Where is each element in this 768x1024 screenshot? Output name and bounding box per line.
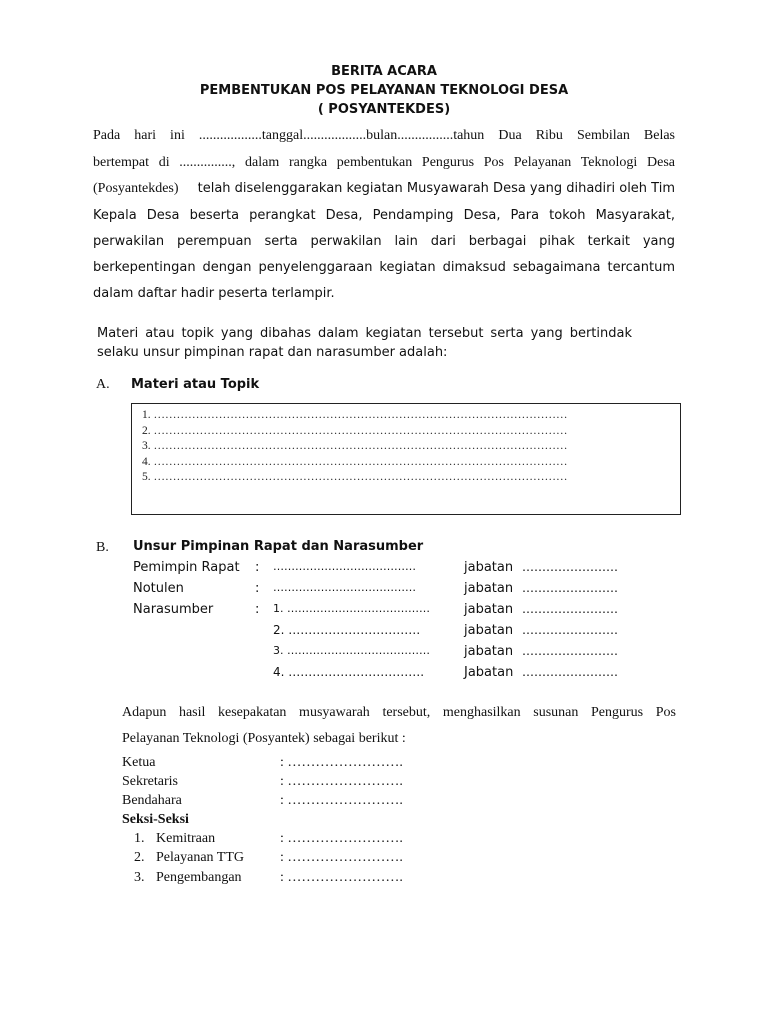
row-jabatan-value: …………………… [522,560,618,574]
document-subtitle: PEMBENTUKAN POS PELAYANAN TEKNOLOGI DESA [199,83,569,98]
row-jabatan: jabatan [464,560,514,575]
document-subtitle-abbrev: ( POSYANTEKDES) [317,102,451,117]
row-jabatan-value: …………………… [522,581,618,595]
seksi-value: : ……………………. [280,870,403,885]
materi-item: 4. ……………………………………………………………………………………………… [142,456,568,468]
intro-line-7: dalam daftar hadir peserta terlampir. [93,286,335,301]
seksi-label: Kemitraan [156,831,216,846]
row-value: 2. …………………………… [273,623,421,637]
row-jabatan: jabatan [464,644,514,659]
materi-item: 1. ……………………………………………………………………………………………… [142,409,568,421]
materi-item: 2. ……………………………………………………………………………………………… [142,425,568,437]
row-jabatan: jabatan [464,602,514,617]
section-b-heading: Unsur Pimpinan Rapat dan Narasumber [133,539,424,554]
row-jabatan-value: …………………… [522,623,618,637]
pengurus-label: Bendahara [122,793,182,808]
row-colon: : [255,560,260,575]
document-title: BERITA ACARA [331,64,437,79]
section-a-marker: A. [96,377,110,392]
materi-topic-box [131,403,681,515]
row-colon: : [255,581,260,596]
seksi-num: 2. [134,850,145,865]
row-jabatan: Jabatan [464,665,514,680]
intro-line-5: perwakilan perempuan serta perwakilan lain dari berbagai pihak terkait yang [93,234,675,249]
row-jabatan-value: …………………… [522,644,618,658]
intro-line-4: Kepala Desa beserta perangkat Desa, Pendamping Desa, Para tokoh Masyarakat, [93,208,675,223]
section-b-marker: B. [96,540,109,555]
hasil-line-1: Adapun hasil kesepakatan musyawarah tersebut, menghasilkan susunan Pengurus Pos [122,705,676,720]
materi-intro-line-1: Materi atau topik yang dibahas dalam kegiatan tersebut serta yang bertindak [97,326,632,341]
row-label: Narasumber [133,602,214,617]
row-value: ………………………………… [273,560,416,573]
intro-line-1: Pada hari ini ..................tanggal..................bulan................tahun Dua Ribu Sembilan Belas [93,128,675,143]
row-jabatan-value: …………………… [522,602,618,616]
seksi-label: Pelayanan TTG [156,850,244,865]
intro-line-3-end: telah diselenggarakan kegiatan Musyawarah Desa yang dihadiri oleh Tim [197,181,675,196]
row-value: 4. ……………………………. [273,665,425,679]
intro-line-2: bertempat di ..............., dalam rangka pembentukan Pengurus Pos Pelayanan Teknologi Desa [93,155,675,170]
seksi-label: Pengembangan [156,870,242,885]
materi-item: 3. ……………………………………………………………………………………………… [142,440,568,452]
intro-line-6: berkepentingan dengan penyelenggaraan kegiatan dimaksud sebagaimana tercantum [93,260,675,275]
row-colon: : [255,602,260,617]
row-value: 1. ………………………………… [273,602,430,615]
hasil-line-2: Pelayanan Teknologi (Posyantek) sebagai berikut : [122,731,406,746]
row-jabatan: jabatan [464,581,514,596]
section-a-heading: Materi atau Topik [131,377,260,392]
row-value: 3. ………………………………… [273,644,430,657]
row-label: Pemimpin Rapat [133,560,240,575]
seksi-heading: Seksi-Seksi [122,812,189,827]
row-value: ………………………………… [273,581,416,594]
materi-intro-line-2: selaku unsur pimpinan rapat dan narasumber adalah: [97,345,448,360]
pengurus-value: : ……………………. [280,774,403,789]
pengurus-label: Sekretaris [122,774,178,789]
seksi-value: : ……………………. [280,831,403,846]
row-label: Notulen [133,581,184,596]
row-jabatan-value: …………………… [522,665,618,679]
materi-item: 5. ……………………………………………………………………………………………… [142,471,568,483]
pengurus-value: : ……………………. [280,793,403,808]
intro-line-3 [93,181,675,197]
seksi-num: 1. [134,831,145,846]
pengurus-label: Ketua [122,755,156,770]
seksi-value: : ……………………. [280,850,403,865]
seksi-num: 3. [134,870,145,885]
row-jabatan: jabatan [464,623,514,638]
pengurus-value: : ……………………. [280,755,403,770]
intro-line-3-start: (Posyantekdes) [93,181,179,196]
